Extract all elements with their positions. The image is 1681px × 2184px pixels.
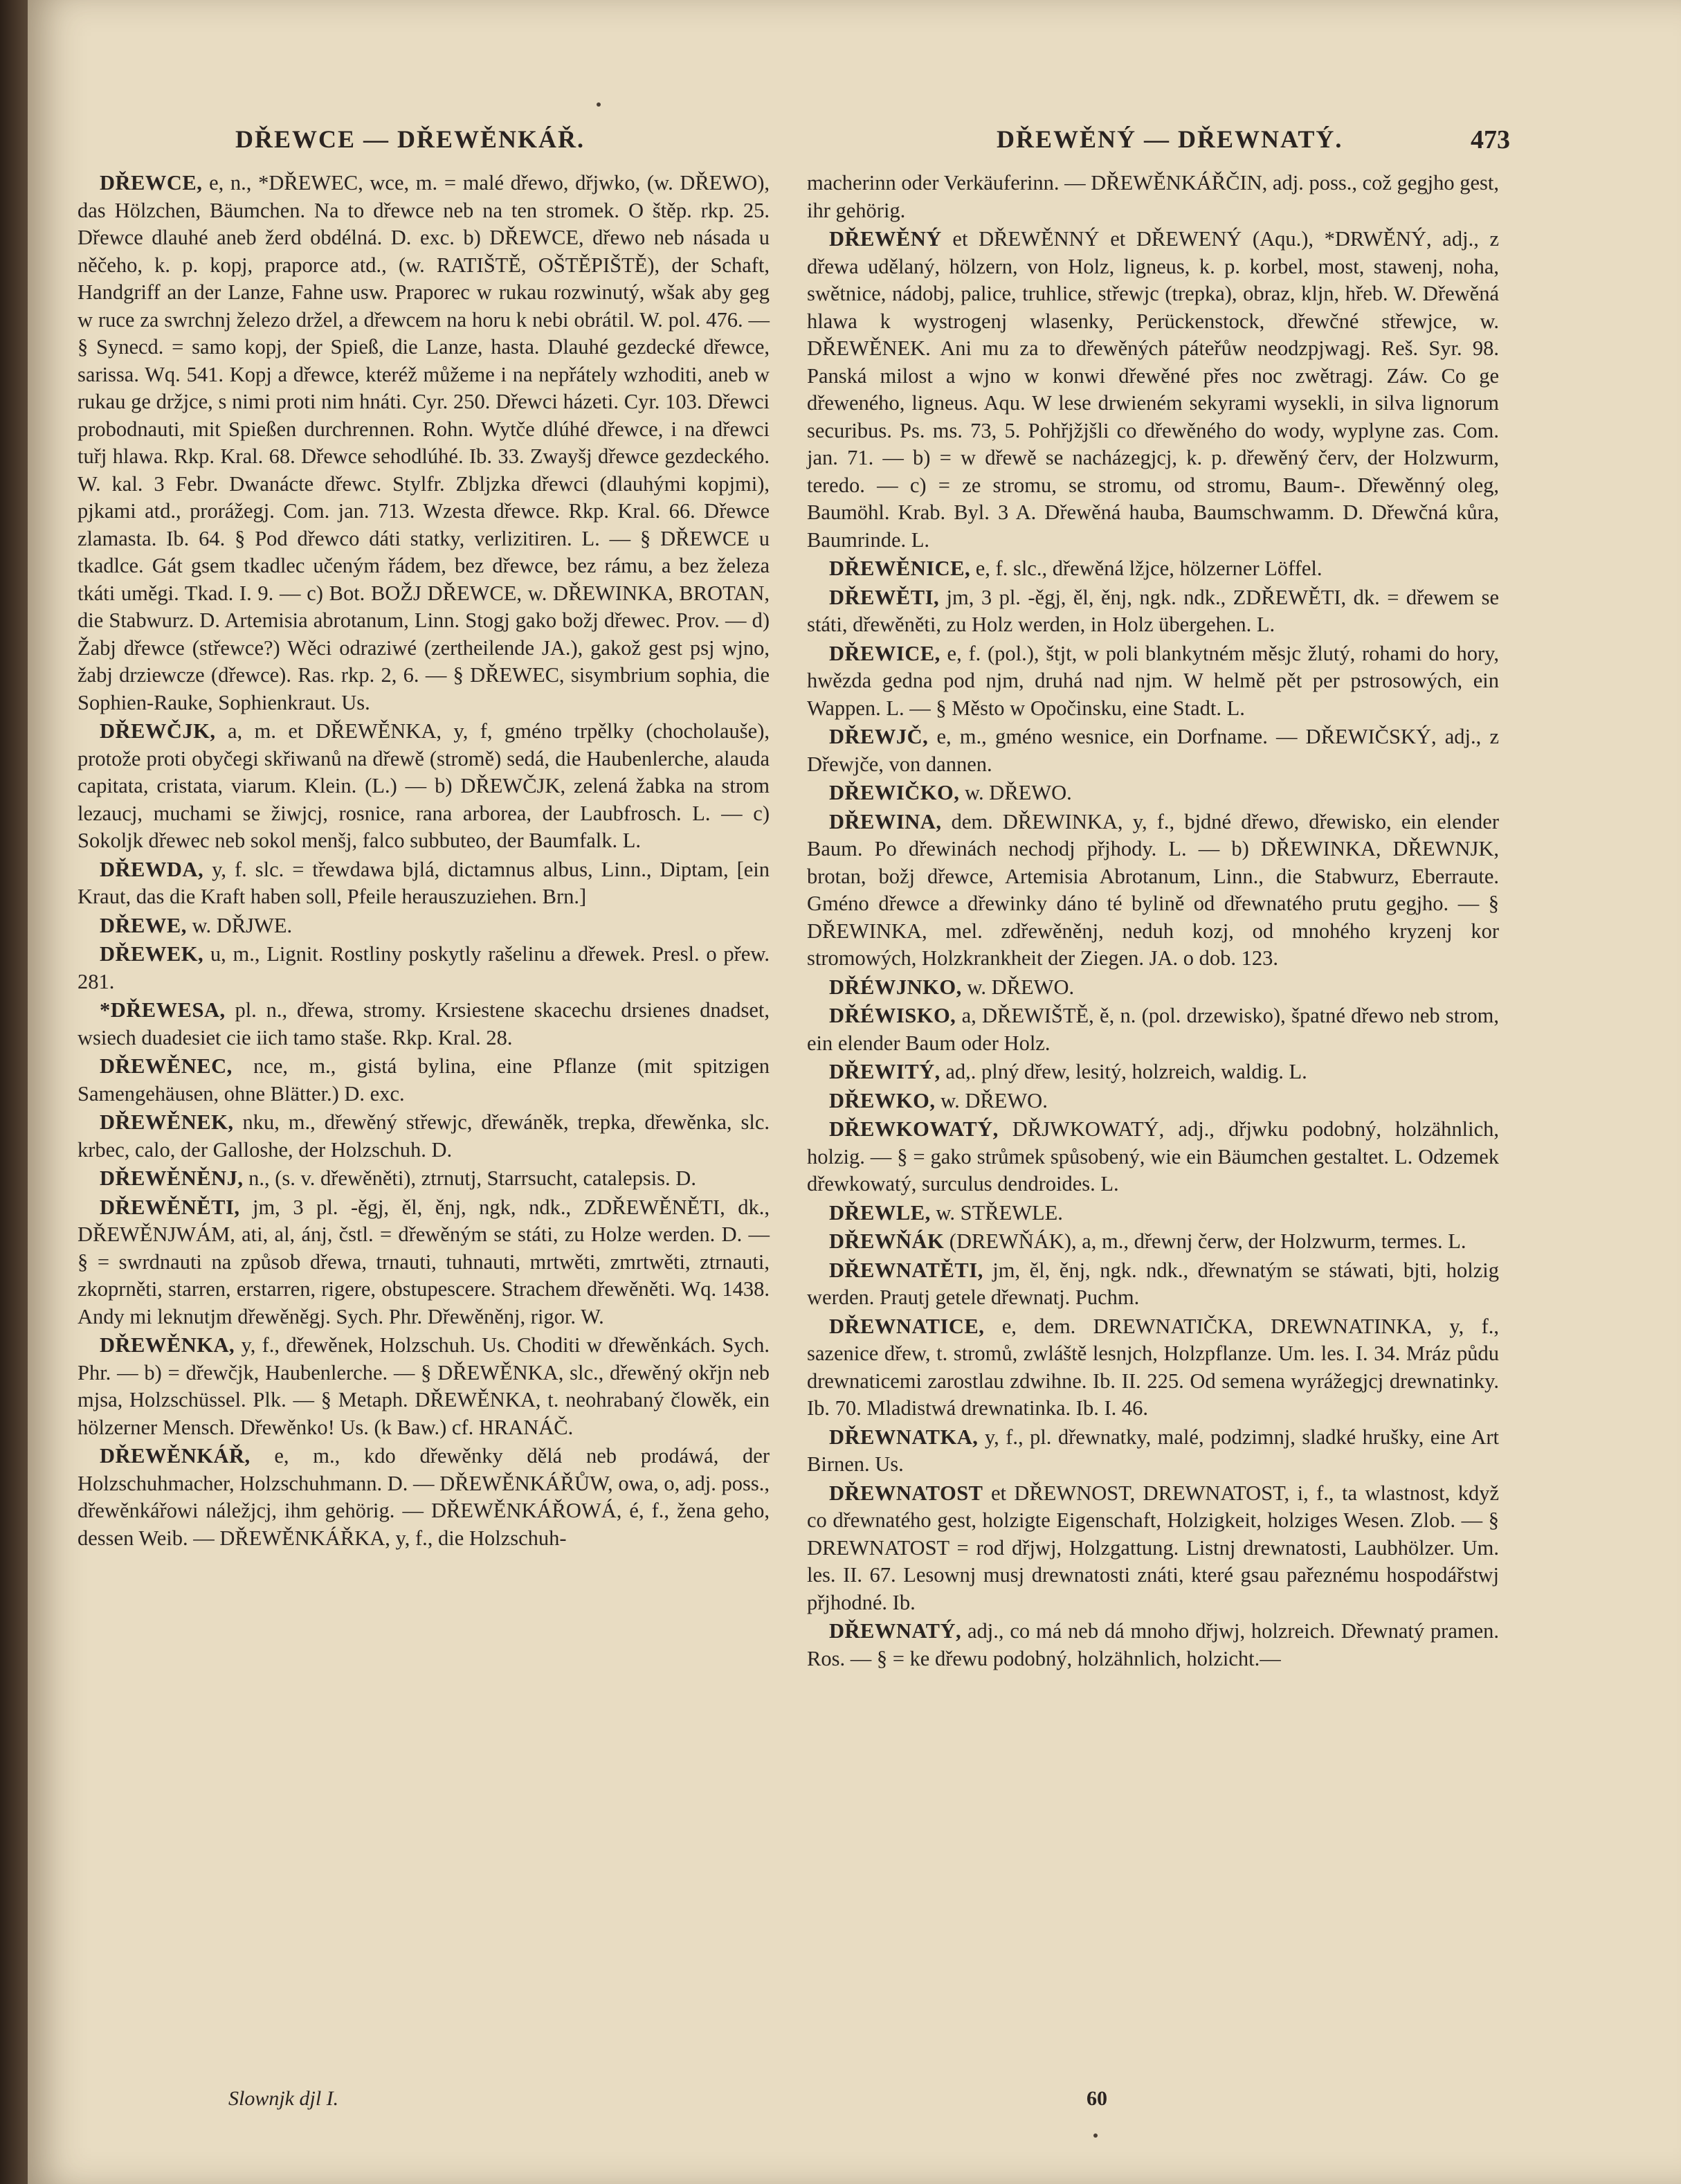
dictionary-entry bbox=[78, 718, 770, 855]
entry-headword: DŘEWE, bbox=[100, 913, 187, 937]
entry-headword: DŘÉWJNKO, bbox=[829, 975, 962, 999]
dictionary-entry bbox=[807, 1002, 1499, 1057]
entry-text: y, f., dřewěnek, Holzschuh. Us. Choditi w dřewěnkách. Sych. Phr. — b) = dřewčjk, Haubenlerche. — § DŘEWĚNKA, slc., dřewěný okřjn neb mjsa, Holzschüssel. Plk. — § Metaph. DŘEWĚNKA, t. neohrabaný člowěk, ein hölzerner Mensch. Dřewěnko! Us. (k Baw.) cf. HRANÁČ. bbox=[78, 1333, 770, 1439]
running-header-left: DŘEWCE — DŘEWĚNKÁŘ. bbox=[235, 125, 585, 153]
dictionary-entry bbox=[807, 1480, 1499, 1617]
signature-mark-left: Slownjk djl I. bbox=[228, 2087, 339, 2110]
dictionary-entry bbox=[78, 1053, 770, 1108]
entry-text: w. DŘEWO. bbox=[935, 1088, 1048, 1112]
entry-text: w. DŘEWO. bbox=[961, 975, 1075, 999]
entry-headword: DŘEWLE, bbox=[829, 1200, 931, 1225]
dictionary-page bbox=[28, 0, 1681, 2184]
entry-text: adj., co má neb dá mnoho dřjwj, holzreich. Dřewnatý pramen. Ros. — § = ke dřewu podobný, holzähnlich, holzicht.— bbox=[807, 1619, 1499, 1670]
page-number: 473 bbox=[1471, 125, 1510, 154]
dictionary-entry bbox=[807, 1618, 1499, 1672]
entry-text: DŘJWKOWATÝ, adj., dřjwku podobný, holzähnlich, holzig. — § = gako strůmek spůsobený, wie ein Bäumchen gestaltet. L. Odzemek dřewkowatý, surculus dendroides. L. bbox=[807, 1117, 1499, 1195]
entry-headword: DŘÉWISKO, bbox=[829, 1004, 956, 1027]
entry-headword: DŘEWIČKO, bbox=[829, 781, 960, 804]
dictionary-entry bbox=[78, 912, 770, 940]
dictionary-entry bbox=[807, 974, 1499, 1002]
entry-headword: DŘEWĚNĚTI, bbox=[100, 1195, 240, 1219]
dictionary-entry bbox=[78, 1109, 770, 1164]
entry-text: nce, m., gistá bylina, eine Pflanze (mit spitzigen Samengehäusen, ohne Blätter.) D. exc. bbox=[78, 1054, 770, 1105]
entry-text: et DŘEWĚNNÝ et DŘEWENÝ (Aqu.), *DRWĚNÝ, adj., z dřewa udělaný, hölzern, von Holz, ligneus, k. p. korbel, most, stawenj, noha, swětnice, nádobj, palice, truhlice, střewjc (trepka), obraz, kljn, hřeb. W. Dřewěná hlawa k wystrogenj wlasenky, Perückenstock, dřewčné střewjce, w. DŘEWĚNEK. Ani mu za to dřewěných páteřůw neodzpjwagj. Reš. Syr. 98. Panská milost a wjno w konwi dřewěné přes noc zwětragj. Záw. Co ge dřeweného, ligneus. Aqu. W lese drwieném sekyrami wysekli, in silva lignorum securibus. Ps. ms. 73, 5. Pohřjžjšli co dřewěného do wody, wyplyne zas. Com. jan. 71. — b) = w dřewě se nacházegjcj, k. p. dřewěný červ, der Holzwurm, teredo. — c) = ze stromu, se stromu, od stromu, Baum-. Dřewěnný oleg, Baumöhl. Krab. Byl. 3 A. Dřewěná hauba, Baumschwamm. D. Dřewčná kůra, Baumrinde. L. bbox=[807, 227, 1499, 552]
entry-text: macherinn oder Verkäuferinn. — DŘEWĚNKÁŘČIN, adj. poss., což gegjho gest, ihr gehörig. bbox=[807, 171, 1499, 222]
dictionary-entry bbox=[807, 1313, 1499, 1423]
entry-text: e, dem. DREWNATIČKA, DREWNATINKA, y, f., sazenice dřew, t. stromů, zwláště lesnjch, Holzpflanze. Um. les. I. 34. Mráz půdu drewnaticemi zarostlau zdwihne. Ib. II. 225. Od semena wyrážegjcj drewnatinky. Ib. 70. Mladistwá drewnatinka. Ib. I. 46. bbox=[807, 1314, 1499, 1420]
entry-headword: DŘEWĚNEC, bbox=[100, 1054, 233, 1078]
entry-text: nku, m., dřewěný střewjc, dřewáněk, trepka, dřewěnka, slc. krbec, calo, der Galloshe, der Holzschuh. D. bbox=[78, 1110, 770, 1162]
dictionary-entry bbox=[78, 1194, 770, 1331]
dictionary-entry bbox=[78, 1332, 770, 1441]
dictionary-entry bbox=[807, 640, 1499, 723]
ink-speck bbox=[1093, 2133, 1098, 2138]
entry-headword: DŘEWINA, bbox=[829, 809, 942, 833]
dictionary-entry bbox=[78, 170, 770, 716]
ink-speck bbox=[597, 102, 601, 107]
entry-text: w. DŘEWO. bbox=[959, 781, 1072, 804]
entry-text: pl. n., dřewa, stromy. Krsiestene skacechu drsienes dnadset, wsiech duadesiet cie iich tamo staše. Rkp. Kral. 28. bbox=[78, 998, 770, 1049]
entry-text: jm, ěl, ěnj, ngk. ndk., dřewnatým se stáwati, bjti, holzig werden. Prautj getele dřewnatj. Puchm. bbox=[807, 1258, 1499, 1309]
entry-headword: DŘEWITÝ, bbox=[829, 1060, 941, 1083]
entry-text: y, f., pl. dřewnatky, malé, podzimnj, sladké hrušky, eine Art Birnen. Us. bbox=[807, 1425, 1499, 1476]
entry-text: e, m., gméno wesnice, ein Dorfname. — DŘEWIČSKÝ, adj., z Dřewjče, von dannen. bbox=[807, 725, 1499, 776]
dictionary-entry bbox=[807, 170, 1499, 224]
entry-text: ad,. plný dřew, lesitý, holzreich, waldig. L. bbox=[940, 1060, 1307, 1083]
right-column bbox=[807, 170, 1499, 1674]
entry-text: jm, 3 pl. -ěgj, ěl, ěnj, ngk, ndk., ZDŘEWĚNĚTI, dk., DŘEWĚNJWÁM, ati, al, ánj, čstl. = dřewěným se státi, zu Holze werden. D. — § = swrdnauti na způsob dřewa, trnauti, tuhnauti, mrtwěti, zmrtwěti, ztrnauti, zkoprněti, starren, erstarren, rigere, obstupescere. Strachem dřewěněti. Wq. 1438. Andy mi leknutjm dřewěněgj. Sych. Phr. Dřewěněnj, rigor. W. bbox=[78, 1195, 770, 1328]
dictionary-entry bbox=[78, 1165, 770, 1193]
entry-headword: DŘEWJČ, bbox=[829, 725, 929, 748]
dictionary-entry bbox=[807, 1424, 1499, 1479]
dictionary-entry bbox=[78, 856, 770, 911]
entry-text: n., (s. v. dřewěněti), ztrnutj, Starrsucht, catalepsis. D. bbox=[243, 1166, 696, 1190]
dictionary-entry bbox=[807, 1058, 1499, 1086]
entry-headword: DŘEWKO, bbox=[829, 1088, 936, 1112]
left-column bbox=[78, 170, 770, 1553]
entry-headword: DŘEWĚNICE, bbox=[829, 557, 971, 580]
entry-text: w. STŘEWLE. bbox=[930, 1200, 1063, 1225]
entry-text: jm, 3 pl. -ěgj, ěl, ěnj, ngk. ndk., ZDŘEWĚTI, dk. = dřewem se státi, dřewěněti, zu Holz werden, in Holz übergehen. L. bbox=[807, 585, 1499, 636]
dictionary-entry bbox=[807, 1116, 1499, 1198]
entry-headword: DŘEWNATICE, bbox=[829, 1314, 985, 1338]
dictionary-entry bbox=[807, 1257, 1499, 1312]
entry-headword: DŘEWNATÝ, bbox=[829, 1619, 962, 1643]
entry-headword: DŘEWĚNĚNJ, bbox=[100, 1166, 244, 1190]
dictionary-entry bbox=[807, 779, 1499, 807]
running-header-right: DŘEWĚNÝ — DŘEWNATÝ. bbox=[997, 125, 1343, 153]
dictionary-entry bbox=[78, 997, 770, 1052]
entry-text: e, f. (pol.), štjt, w poli blankytném měsjc žlutý, rohami do hory, hwězda gedna pod njm, druhá nad njm. W helmě pět per pstrosowých, ein Wappen. L. — § Město w Opočinsku, eine Stadt. L. bbox=[807, 641, 1499, 720]
entry-headword: DŘEWICE, bbox=[829, 641, 941, 665]
entry-headword: DŘEWĚNKÁŘ, bbox=[100, 1444, 251, 1468]
entry-text: a, m. et DŘEWĚNKA, y, f, gméno trpělky (chocholauše), protože proti obyčegi skřiwanů na dřewě (stromě) sedá, die Haubenlerche, alauda capitata, cristata, viarum. Klein. (L.) — b) DŘEWČJK, zelená žabka na strom lezaucj, muchami se žiwjcj, rosnice, rana arborea, der Laubfrosch. L. — c) Sokoljk dřewec neb sokol menšj, falco subbuteo, der Baumfalk. L. bbox=[78, 719, 770, 852]
entry-headword: DŘEWĚNEK, bbox=[100, 1110, 234, 1134]
entry-text: w. DŘJWE. bbox=[186, 913, 293, 937]
entry-text: u, m., Lignit. Rostliny poskytly rašelinu a dřewek. Presl. o přew. 281. bbox=[78, 942, 770, 993]
entry-headword: DŘEWCE, bbox=[100, 171, 203, 195]
entry-text: (DREWŇÁK), a, m., dřewnj čerw, der Holzwurm, termes. L. bbox=[944, 1229, 1466, 1253]
entry-headword: DŘEWDA, bbox=[100, 857, 204, 881]
entry-text: et DŘEWNOST, DREWNATOST, i, f., ta wlastnost, když co dřewnatého gest, holzigte Eigenschaft, Holzigkeit, holziges Wesen. Zlob. — § DREWNATOST = rod dřjwj, Holzgattung. Listnj drewnatosti, Laubhölzer. Um. les. II. 67. Lesownj musj drewnatosti znáti, které gsau pařeznému hospodářstwj přjhodné. Ib. bbox=[807, 1481, 1499, 1614]
entry-headword: DŘEWĚNÝ bbox=[829, 227, 942, 251]
dictionary-entry bbox=[78, 1443, 770, 1552]
entry-headword: DŘEWŇÁK bbox=[829, 1229, 945, 1253]
entry-text: dem. DŘEWINKA, y, f., bjdné dřewo, dřewisko, ein elender Baum. Po dřewinách nechodj přjhody. L. — b) DŘEWINKA, DŘEWNJK, brotan, božj dřewce, Artemisia Abrotanum, Linn., die Stabwurz, Eberraute. Gméno dřewce a dřewinky dáno té bylině od dřewnatého prutu gegjho. — § DŘEWINKA, mel. zdřewěněnj, neduh kozj, od mnohého kryzenj kor stromowých, Holzkrankheit der Ziegen. JA. o dob. 123. bbox=[807, 809, 1499, 970]
entry-headword: DŘEWKOWATÝ, bbox=[829, 1117, 999, 1141]
entry-headword: DŘEWĚTI, bbox=[829, 585, 940, 609]
entry-text: a, DŘEWIŠTĚ, ě, n. (pol. drzewisko), špatné dřewo neb strom, ein elender Baum oder Holz. bbox=[807, 1004, 1499, 1055]
entry-text: e, m., kdo dřewěnky dělá neb prodáwá, der Holzschuhmacher, Holzschuhmann. D. — DŘEWĚNKÁŘŮW, owa, o, adj. poss., dřewěnkářowi náležjcj, ihm gehörig. — DŘEWĚNKÁŘOWÁ, é, f., žena geho, dessen Weib. — DŘEWĚNKÁŘKA, y, f., die Holzschuh- bbox=[78, 1444, 770, 1550]
dictionary-entry bbox=[807, 584, 1499, 639]
entry-headword: DŘEWEK, bbox=[100, 942, 204, 966]
entry-headword: *DŘEWESA, bbox=[100, 998, 226, 1022]
dictionary-entry bbox=[807, 1088, 1499, 1115]
dictionary-entry bbox=[807, 226, 1499, 554]
entry-headword: DŘEWNATĚTI, bbox=[829, 1258, 983, 1282]
dictionary-entry bbox=[807, 1228, 1499, 1256]
dictionary-entry bbox=[807, 555, 1499, 583]
entry-text: e, n., *DŘEWEC, wce, m. = malé dřewo, dřjwko, (w. DŘEWO), das Hölzchen, Bäumchen. Na to dřewce neb na ten stromek. O štěp. rkp. 25. Dřewce dlauhé aneb žerd obdélná. D. exc. b) DŘEWCE, dřewo neb násada u něčeho, k. p. kopj, praporce atd., (w. RATIŠTĚ, OŠTĚPIŠTĚ), der Schaft, Handgriff an der Lanze, Fahne usw. Praporec w rukau rozwinutý, wšak aby geg w ruce za swrchnj železo držel, a dřewcem na horu k nebi obrátil. W. pol. 476. — § Synecd. = samo kopj, der Spieß, die Lanze, hasta. Dlauhé gezdecké dřewce, sarissa. Wq. 541. Kopj a dřewce, kteréž můžeme i na nepřátely wzhoditi, aneb w rukau ge držjce, s nimi proti nim hnáti. Cyr. 250. Dřewci házeti. Cyr. 103. Dřewci probodnauti, mit Spießen durchrennen. Rohn. Wytče dlúhé dřewce, i na dřewci tuřj hlawa. Rkp. Kral. 68. Dřewce sehodlúhé. Ib. 33. Zwayšj dřewce gezdeckého. W. kal. 3 Febr. Dwanácte dřewc. Stylfr. Zbljzka dřewci (dlauhými kopjmi), pjkami atd., prorážegj. Com. jan. 713. Wzesta dřewce. Rkp. Kral. 66. Dřewce zlamasta. Ib. 64. § Pod dřewco dáti statky, verlizitiren. L. — § DŘEWCE u tkadlce. Gát gsem tkadlec učeným řádem, bez dřewce, bez rámu, a bez železa tkáti uměgi. Tkad. I. 9. — c) Bot. BOŽJ DŘEWCE, w. DŘEWINKA, BROTAN, die Stabwurz. D. Artemisia abrotanum, Linn. Stogj gako božj dřewec. Prov. — d) Žabj dřewce (střewce?) Wěci odraziwé (zertheilende JA.), gakož gest psj wjno, žabj drziewcze (dřewce). Ras. rkp. 2, 6. — § DŘEWEC, sisymbrium sophia, die Sophien-Rauke, Sophienkraut. Us. bbox=[78, 171, 770, 714]
signature-mark-right: 60 bbox=[1087, 2087, 1107, 2110]
entry-headword: DŘEWĚNKA, bbox=[100, 1333, 235, 1357]
entry-text: y, f. slc. = třewdawa bjlá, dictamnus albus, Linn., Diptam, [ein Kraut, das die Kraft haben soll, Pfeile herauszuziehen. Brn.] bbox=[78, 857, 770, 908]
dictionary-entry bbox=[807, 1200, 1499, 1227]
dictionary-entry bbox=[807, 809, 1499, 973]
entry-text: e, f. slc., dřewěná lžjce, hölzerner Löffel. bbox=[970, 557, 1323, 580]
dictionary-entry bbox=[78, 941, 770, 995]
entry-headword: DŘEWNATOST bbox=[829, 1481, 983, 1505]
entry-headword: DŘEWČJK, bbox=[100, 719, 216, 743]
entry-headword: DŘEWNATKA, bbox=[829, 1425, 979, 1449]
dictionary-entry bbox=[807, 723, 1499, 778]
